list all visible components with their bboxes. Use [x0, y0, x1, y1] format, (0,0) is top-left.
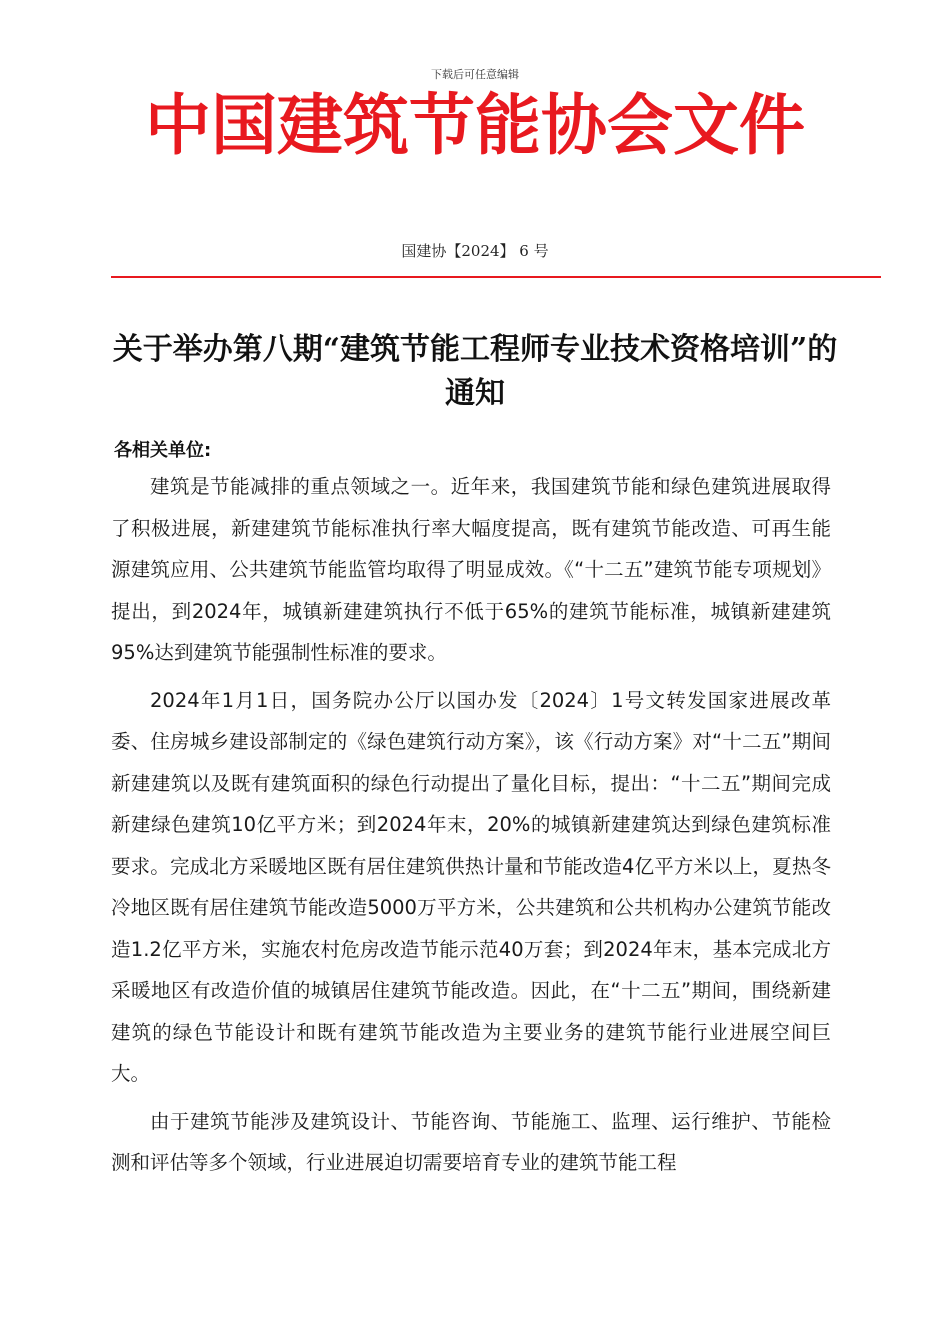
red-divider	[111, 276, 881, 278]
salutation: 各相关单位:	[114, 440, 212, 461]
paragraph: 2024年1月1日，国务院办公厅以国办发〔2024〕1号文转发国家进展改革委、住房城乡建设部制定的《绿色建筑行动方案》，该《行动方案》对“十二五”期间新建建筑以及既有建筑面积的绿色行动提出了量化目标，提出：“十二五”期间完成新建绿色建筑10亿平方米；到2024年末，20%的城镇新建建筑达到绿色建筑标准要求。完成北方采暖地区既有居住建筑供热计量和节能改造4亿平方米以上，夏热冬冷地区既有居住建筑节能改造5000万平方米，公共建筑和公共机构办公建筑节能改造1.2亿平方米，实施农村危房改造节能示范40万套；到2024年末，基本完成北方采暖地区有改造价值的城镇居住建筑节能改造。因此，在“十二五”期间，围绕新建建筑的绿色节能设计和既有建筑节能改造为主要业务的建筑节能行业进展空间巨大。	[111, 688, 831, 1085]
document-number: 国建协【2024】 6 号	[401, 242, 549, 260]
notice-title: 关于举办第八期“建筑节能工程师专业技术资格培训”的通知	[112, 332, 838, 411]
paragraph: 建筑是节能减排的重点领域之一。近年来，我国建筑节能和绿色建筑进展取得了积极进展，新建建筑节能标准执行率大幅度提高，既有建筑节能改造、可再生能源建筑应用、公共建筑节能监管均取得了明显成效。《“十二五”建筑节能专项规划》提出，到2024年，城镇新建建筑执行不低于65%的建筑节能标准，城镇新建建筑95%达到建筑节能强制性标准的要求。	[111, 475, 831, 664]
download-hint: 下载后可任意编辑	[431, 68, 519, 81]
org-banner-title: 中国建筑节能协会文件	[145, 87, 805, 164]
body-text	[111, 466, 831, 1190]
paragraph: 由于建筑节能涉及建筑设计、节能咨询、节能施工、监理、运行维护、节能检测和评估等多个领域，行业进展迫切需要培育专业的建筑节能工程	[111, 1109, 831, 1174]
